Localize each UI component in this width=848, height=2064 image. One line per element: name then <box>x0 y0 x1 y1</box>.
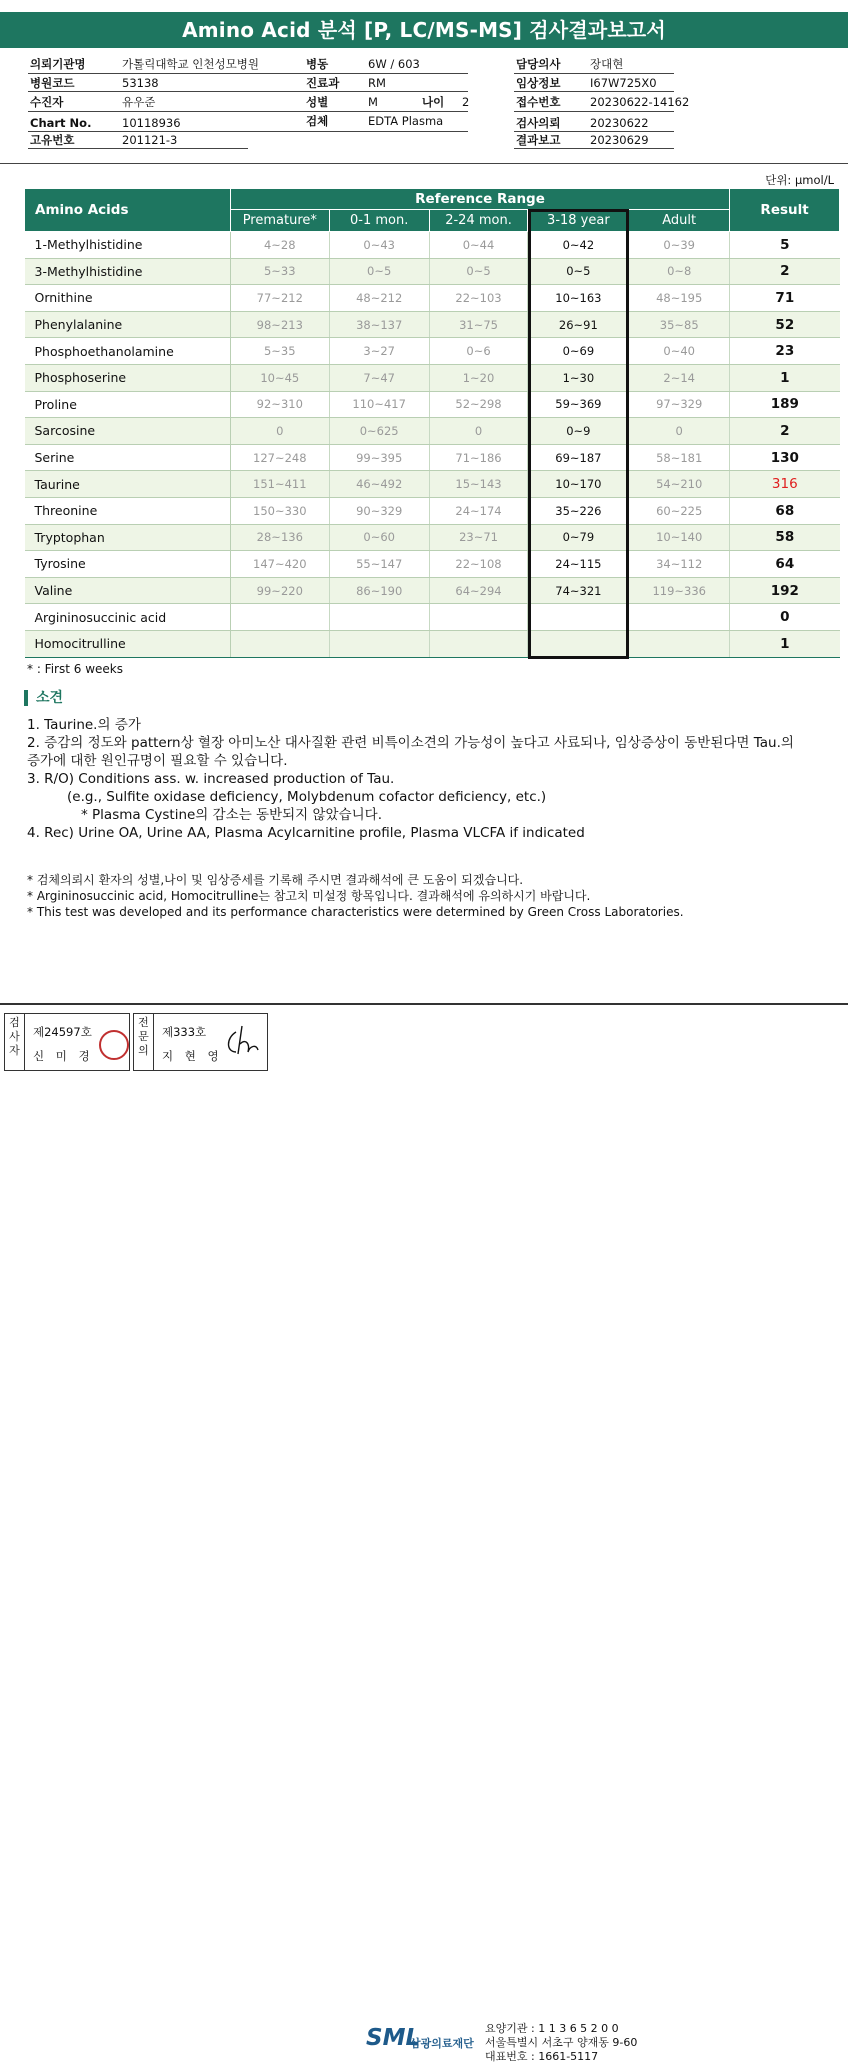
reference-range-cell: 35~85 <box>629 311 730 338</box>
info-value: M <box>368 95 378 109</box>
table-row <box>25 364 840 391</box>
header-premature: Premature* <box>230 210 329 232</box>
reference-range-cell: 0~44 <box>429 232 528 259</box>
opinion-line: 4. Rec) Urine OA, Urine AA, Plasma Acylcarnitine profile, Plasma VLCFA if indicated <box>27 825 585 841</box>
reference-range-cell: 0~79 <box>528 524 629 551</box>
reference-range-cell: 10~170 <box>528 471 629 498</box>
info-label: 담당의사 <box>516 57 561 71</box>
info-label: 고유번호 <box>30 133 75 147</box>
reference-range-cell <box>429 604 528 631</box>
reference-range-cell: 54~210 <box>629 471 730 498</box>
divider <box>514 131 674 132</box>
note-line: * This test was developed and its performance characteristics were determined by Green Cross Laboratories. <box>27 905 684 919</box>
reference-range-cell: 0~42 <box>528 232 629 259</box>
org-info-line: 서울특별시 서초구 양재동 9-60 <box>485 2036 638 2049</box>
result-cell: 0 <box>730 604 840 631</box>
reference-range-cell: 23~71 <box>429 524 528 551</box>
org-info-line: 대표번호 : 1661-5117 <box>485 2050 599 2063</box>
org-info-line: 요양기관 : 1 1 3 6 5 2 0 0 <box>485 2022 619 2035</box>
reference-range-cell: 48~195 <box>629 285 730 312</box>
examiner-license: 제24597호 <box>33 1025 92 1039</box>
reference-range-cell: 151~411 <box>230 471 329 498</box>
info-label: 임상정보 <box>516 76 561 90</box>
reference-range-cell: 58~181 <box>629 444 730 471</box>
divider <box>514 91 674 92</box>
info-label: 의뢰기관명 <box>30 57 86 71</box>
reference-range-cell: 0~8 <box>629 258 730 285</box>
reference-range-cell: 77~212 <box>230 285 329 312</box>
reference-range-cell: 86~190 <box>329 577 429 604</box>
header-2-24-mon: 2-24 mon. <box>429 210 528 232</box>
amino-acid-name: 1-Methylhistidine <box>25 232 231 259</box>
amino-acid-name: Argininosuccinic acid <box>25 604 231 631</box>
table-row <box>25 471 840 498</box>
opinion-line: (e.g., Sulfite oxidase deficiency, Molybdenum cofactor deficiency, etc.) <box>67 789 547 805</box>
reference-range-cell: 0~69 <box>528 338 629 365</box>
note-line: * 검체의뢰시 환자의 성별,나이 및 임상증세를 기록해 주시면 결과해석에 큰 도움이 되겠습니다. <box>27 873 524 887</box>
table-row <box>25 391 840 418</box>
examiner-signature-box <box>4 1013 130 1071</box>
report-title: Amino Acid 분석 [P, LC/MS-MS] 검사결과보고서 <box>0 12 848 48</box>
section-divider <box>0 163 848 164</box>
result-cell: 64 <box>730 551 840 578</box>
table-row <box>25 418 840 445</box>
reference-range-cell: 99~395 <box>329 444 429 471</box>
reviewer-label: 전문의 <box>134 1014 154 1070</box>
reference-range-cell: 22~108 <box>429 551 528 578</box>
reference-range-cell <box>429 630 528 657</box>
info-label: 결과보고 <box>516 133 561 147</box>
sml-logo <box>366 2021 476 2061</box>
opinion-text <box>27 716 817 842</box>
logo-foundation-name: 삼광의료재단 <box>410 2037 474 2050</box>
info-label: 접수번호 <box>516 95 561 109</box>
result-cell: 68 <box>730 497 840 524</box>
reference-range-cell: 2~14 <box>629 364 730 391</box>
info-label: 병동 <box>306 57 329 71</box>
reference-range-cell: 0~60 <box>329 524 429 551</box>
info-label: 병원코드 <box>30 76 75 90</box>
table-row <box>25 444 840 471</box>
result-cell: 130 <box>730 444 840 471</box>
info-value: 10118936 <box>122 116 181 130</box>
divider <box>28 73 468 74</box>
reference-range-cell <box>329 604 429 631</box>
reference-range-cell: 38~137 <box>329 311 429 338</box>
reference-range-cell: 92~310 <box>230 391 329 418</box>
divider <box>28 111 468 112</box>
reference-range-cell: 64~294 <box>429 577 528 604</box>
reference-range-cell: 10~140 <box>629 524 730 551</box>
reference-range-cell: 1~30 <box>528 364 629 391</box>
result-cell: 52 <box>730 311 840 338</box>
reference-range-cell: 4~28 <box>230 232 329 259</box>
reference-range-cell: 0~6 <box>429 338 528 365</box>
result-cell: 71 <box>730 285 840 312</box>
divider <box>514 148 674 149</box>
opinion-line: 1. Taurine.의 증가 <box>27 717 141 733</box>
amino-acid-name: Taurine <box>25 471 231 498</box>
info-label: 성별 <box>306 95 329 109</box>
info-value: 201121-3 <box>122 133 178 147</box>
amino-acid-name: Phenylalanine <box>25 311 231 338</box>
info-value: EDTA Plasma <box>368 114 444 128</box>
info-value: 유우준 <box>122 95 156 109</box>
reference-range-cell: 35~226 <box>528 497 629 524</box>
header-result: Result <box>730 189 840 232</box>
handwritten-signature-icon <box>222 1022 266 1062</box>
opinion-line: * Plasma Cystine의 감소는 동반되지 않았습니다. <box>81 807 383 823</box>
info-value-age: 2 <box>462 95 470 109</box>
reference-range-cell: 98~213 <box>230 311 329 338</box>
reference-range-cell: 90~329 <box>329 497 429 524</box>
divider <box>28 131 468 132</box>
reference-range-cell: 150~330 <box>230 497 329 524</box>
info-label: 검사의뢰 <box>516 116 561 130</box>
result-cell: 58 <box>730 524 840 551</box>
header-amino-acids: Amino Acids <box>25 189 231 232</box>
amino-acid-name: Phosphoserine <box>25 364 231 391</box>
reference-range-cell: 1~20 <box>429 364 528 391</box>
amino-acid-name: Proline <box>25 391 231 418</box>
opinion-line: 증가에 대한 원인규명이 필요할 수 있습니다. <box>27 753 288 769</box>
reference-range-cell: 0 <box>429 418 528 445</box>
info-value: RM <box>368 76 386 90</box>
info-value: I67W725X0 <box>590 76 657 90</box>
result-cell: 1 <box>730 364 840 391</box>
reference-range-cell <box>230 630 329 657</box>
reference-range-cell: 15~143 <box>429 471 528 498</box>
result-cell: 189 <box>730 391 840 418</box>
header-0-1-mon: 0-1 mon. <box>329 210 429 232</box>
result-cell: 316 <box>730 471 840 498</box>
info-label: Chart No. <box>30 116 92 130</box>
reference-range-cell: 147~420 <box>230 551 329 578</box>
table-row <box>25 285 840 312</box>
examiner-label: 검사자 <box>5 1014 25 1070</box>
note-line: * Argininosuccinic acid, Homocitrulline는 참고치 미설정 항목입니다. 결과해석에 유의하시기 바랍니다. <box>27 889 591 903</box>
reference-range-cell: 31~75 <box>429 311 528 338</box>
info-label: 수진자 <box>30 95 64 109</box>
reference-range-cell: 52~298 <box>429 391 528 418</box>
table-row <box>25 232 840 259</box>
reference-range-cell: 55~147 <box>329 551 429 578</box>
reference-range-cell <box>528 604 629 631</box>
reference-range-cell: 127~248 <box>230 444 329 471</box>
reference-range-cell: 59~369 <box>528 391 629 418</box>
result-cell: 2 <box>730 418 840 445</box>
reference-range-cell: 0 <box>629 418 730 445</box>
reference-range-cell: 0~9 <box>528 418 629 445</box>
amino-acid-name: Serine <box>25 444 231 471</box>
table-row <box>25 311 840 338</box>
reviewer-license: 제333호 <box>162 1025 207 1039</box>
table-row <box>25 258 840 285</box>
reviewer-name: 지 현 영 <box>162 1049 223 1063</box>
reference-range-cell: 69~187 <box>528 444 629 471</box>
seal-stamp-icon <box>99 1030 129 1060</box>
info-value: 장대현 <box>590 57 624 71</box>
reference-range-cell: 0~39 <box>629 232 730 259</box>
result-cell: 5 <box>730 232 840 259</box>
reference-range-cell: 74~321 <box>528 577 629 604</box>
divider <box>28 91 468 92</box>
reference-range-cell: 3~27 <box>329 338 429 365</box>
reference-range-cell: 0~43 <box>329 232 429 259</box>
amino-acid-name: Sarcosine <box>25 418 231 445</box>
amino-acid-name: Ornithine <box>25 285 231 312</box>
table-row <box>25 604 840 631</box>
table-row <box>25 577 840 604</box>
divider <box>514 73 674 74</box>
table-row <box>25 524 840 551</box>
info-label-age: 나이 <box>422 95 445 109</box>
reviewer-signature-box <box>133 1013 268 1071</box>
result-cell: 23 <box>730 338 840 365</box>
amino-acid-name: 3-Methylhistidine <box>25 258 231 285</box>
info-value: 6W / 603 <box>368 57 420 71</box>
reference-range-cell <box>230 604 329 631</box>
info-value: 20230622 <box>590 116 649 130</box>
reference-range-cell <box>629 604 730 631</box>
reference-range-cell: 46~492 <box>329 471 429 498</box>
reference-range-cell <box>528 630 629 657</box>
reference-range-cell: 48~212 <box>329 285 429 312</box>
info-value: 20230622-14162 <box>590 95 690 109</box>
reference-range-cell: 0~625 <box>329 418 429 445</box>
reference-range-cell: 110~417 <box>329 391 429 418</box>
reference-range-cell <box>329 630 429 657</box>
info-label: 검체 <box>306 114 329 128</box>
reference-range-cell: 28~136 <box>230 524 329 551</box>
reference-range-cell: 60~225 <box>629 497 730 524</box>
amino-acid-name: Homocitrulline <box>25 630 231 657</box>
reference-range-cell: 10~163 <box>528 285 629 312</box>
table-row <box>25 338 840 365</box>
organization-info <box>485 2022 637 2064</box>
reference-range-cell: 0~5 <box>429 258 528 285</box>
amino-acid-name: Valine <box>25 577 231 604</box>
result-cell: 1 <box>730 630 840 657</box>
divider <box>28 148 248 149</box>
reference-range-cell: 119~336 <box>629 577 730 604</box>
reference-range-cell: 0~5 <box>528 258 629 285</box>
opinion-heading: 소견 <box>24 690 63 706</box>
divider <box>514 111 674 112</box>
info-value: 가톨릭대학교 인천성모병원 <box>122 57 259 71</box>
info-value: 53138 <box>122 76 159 90</box>
reference-range-cell: 10~45 <box>230 364 329 391</box>
logo-mark: SML <box>366 2025 421 2051</box>
reference-range-cell <box>629 630 730 657</box>
signature-footer <box>0 1003 848 2063</box>
reference-range-cell: 24~115 <box>528 551 629 578</box>
info-label: 진료과 <box>306 76 340 90</box>
reference-range-cell: 0 <box>230 418 329 445</box>
opinion-line: 3. R/O) Conditions ass. w. increased production of Tau. <box>27 771 395 787</box>
reference-range-cell: 99~220 <box>230 577 329 604</box>
reference-range-cell: 7~47 <box>329 364 429 391</box>
opinion-line: 2. 증감의 정도와 pattern상 혈장 아미노산 대사질환 관련 비특이소견의 가능성이 높다고 사료되나, 임상증상이 동반된다면 Tau.의 <box>27 735 794 751</box>
reference-range-cell: 97~329 <box>629 391 730 418</box>
reference-range-cell: 34~112 <box>629 551 730 578</box>
header-3-18-year: 3-18 year <box>528 210 629 232</box>
reference-range-cell: 71~186 <box>429 444 528 471</box>
reference-range-cell: 0~5 <box>329 258 429 285</box>
unit-label: 단위: μmol/L <box>765 173 834 187</box>
header-reference-range: Reference Range <box>230 189 729 210</box>
reference-range-cell: 0~40 <box>629 338 730 365</box>
table-row <box>25 497 840 524</box>
info-value: 20230629 <box>590 133 649 147</box>
amino-acid-name: Phosphoethanolamine <box>25 338 231 365</box>
amino-acid-name: Tyrosine <box>25 551 231 578</box>
reference-range-cell: 5~35 <box>230 338 329 365</box>
table-footnote: * : First 6 weeks <box>27 662 123 676</box>
reference-range-cell: 24~174 <box>429 497 528 524</box>
reference-range-cell: 22~103 <box>429 285 528 312</box>
report-notes <box>27 872 684 920</box>
table-row <box>25 630 840 657</box>
amino-acid-name: Tryptophan <box>25 524 231 551</box>
result-cell: 2 <box>730 258 840 285</box>
amino-acid-table <box>24 188 840 658</box>
result-cell: 192 <box>730 577 840 604</box>
header-adult: Adult <box>629 210 730 232</box>
examiner-name: 신 미 경 <box>33 1049 94 1063</box>
amino-acid-name: Threonine <box>25 497 231 524</box>
reference-range-cell: 5~33 <box>230 258 329 285</box>
reference-range-cell: 26~91 <box>528 311 629 338</box>
table-row <box>25 551 840 578</box>
